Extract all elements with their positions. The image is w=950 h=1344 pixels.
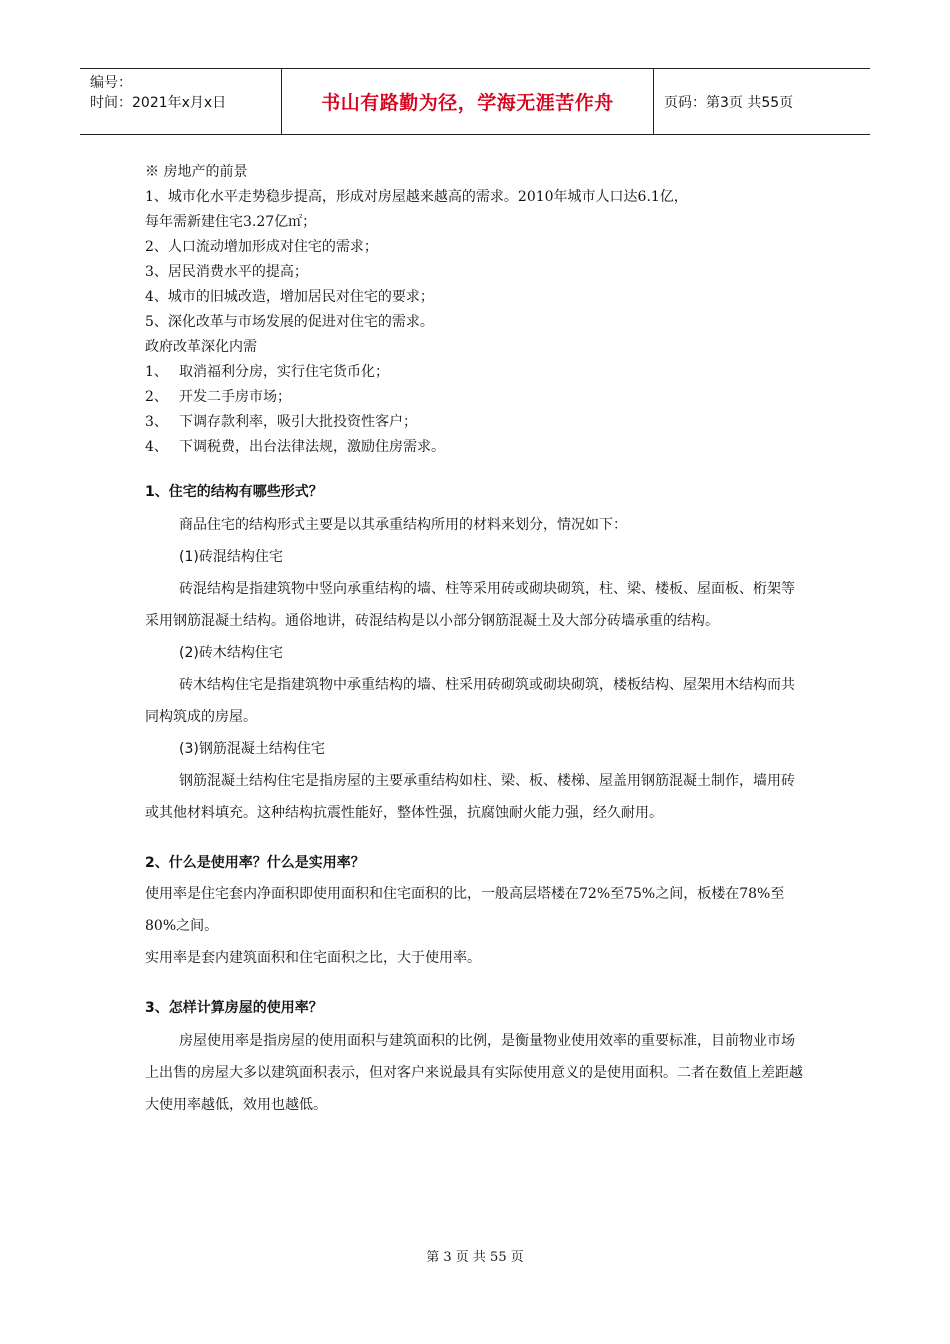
gov-item-number: 2、 <box>145 389 168 405</box>
gov-item <box>145 360 805 385</box>
subsection-3-title: (3)钢筋混凝土结构住宅 <box>179 741 325 757</box>
subsection-2-title: (2)砖木结构住宅 <box>179 645 283 661</box>
intro-line-4: 4、城市的旧城改造，增加居民对住宅的要求； <box>145 289 434 305</box>
section-2-para-1: 使用率是住宅套内净面积即使用面积和住宅面积的比，一般高层塔楼在72%至75%之间，板楼在78%至80%之间。 <box>145 886 785 934</box>
gov-title: 政府改革深化内需 <box>145 339 257 355</box>
intro-line-1b: 每年需新建住宅3.27亿㎡； <box>145 214 317 230</box>
section-3-heading: 3、怎样计算房屋的使用率？ <box>145 1000 323 1016</box>
date-label: 时间：2021年x月x日 <box>90 95 227 111</box>
header-meta <box>80 69 282 134</box>
code-label: 编号： <box>90 75 132 91</box>
document-body <box>145 160 805 1121</box>
intro-line-1a: 1、城市化水平走势稳步提高，形成对房屋越来越高的需求。2010年城市人口达6.1亿， <box>145 189 688 205</box>
section-2-heading: 2、什么是使用率？什么是实用率？ <box>145 855 365 871</box>
intro-line-2: 2、人口流动增加形成对住宅的需求； <box>145 239 378 255</box>
gov-item <box>145 410 805 435</box>
page-footer: 第 3 页 共 55 页 <box>426 1250 524 1265</box>
section-1-heading: 1、住宅的结构有哪些形式？ <box>145 484 323 500</box>
gov-item-number: 4、 <box>145 439 168 455</box>
gov-item <box>145 435 805 460</box>
section-usage-rate <box>145 851 805 974</box>
section-structure <box>145 480 805 829</box>
section-calc <box>145 996 805 1121</box>
section-3-para-1: 房屋使用率是指房屋的使用面积与建筑面积的比例，是衡量物业使用效率的重要标准，目前物业市场上出售的房屋大多以建筑面积表示，但对客户来说最具有实际使用意义的是使用面积。二者在数值上差距越大使用率越低，效用也越低。 <box>145 1033 803 1113</box>
subsection-2-text: 砖木结构住宅是指建筑物中承重结构的墙、柱采用砖砌筑或砌块砌筑，楼板结构、屋架用木结构而共同构筑成的房屋。 <box>145 677 795 725</box>
section-2-para-2: 实用率是套内建筑面积和住宅面积之比，大于使用率。 <box>145 950 481 966</box>
page-header <box>80 68 870 135</box>
intro-line-3: 3、居民消费水平的提高； <box>145 264 308 280</box>
gov-item-number: 1、 <box>145 364 168 380</box>
gov-item-number: 3、 <box>145 414 168 430</box>
header-motto: 书山有路勤为径，学海无涯苦作舟 <box>282 69 654 134</box>
gov-item-text: 取消福利分房，实行住宅货币化； <box>179 364 389 380</box>
intro-line-5: 5、深化改革与市场发展的促进对住宅的需求。 <box>145 314 434 330</box>
subsection-3-text: 钢筋混凝土结构住宅是指房屋的主要承重结构如柱、梁、板、楼梯、屋盖用钢筋混凝土制作，墙用砖或其他材料填充。这种结构抗震性能好，整体性强，抗腐蚀耐火能力强，经久耐用。 <box>145 773 795 821</box>
intro-title: ※ 房地产的前景 <box>145 164 248 180</box>
intro-section <box>145 160 805 460</box>
subsection-1-title: (1)砖混结构住宅 <box>179 549 283 565</box>
gov-item-text: 开发二手房市场； <box>179 389 291 405</box>
header-page-info: 页码：第3页 共55页 <box>664 94 794 111</box>
gov-item-text: 下调税费，出台法律法规，激励住房需求。 <box>179 439 445 455</box>
section-1-intro: 商品住宅的结构形式主要是以其承重结构所用的材料来划分，情况如下： <box>179 517 627 533</box>
gov-item <box>145 385 805 410</box>
gov-item-text: 下调存款利率，吸引大批投资性客户； <box>179 414 417 430</box>
subsection-1-text: 砖混结构是指建筑物中竖向承重结构的墙、柱等采用砖或砌块砌筑，柱、梁、楼板、屋面板、桁架等采用钢筋混凝土结构。通俗地讲，砖混结构是以小部分钢筋混凝土及大部分砖墙承重的结构。 <box>145 581 795 629</box>
